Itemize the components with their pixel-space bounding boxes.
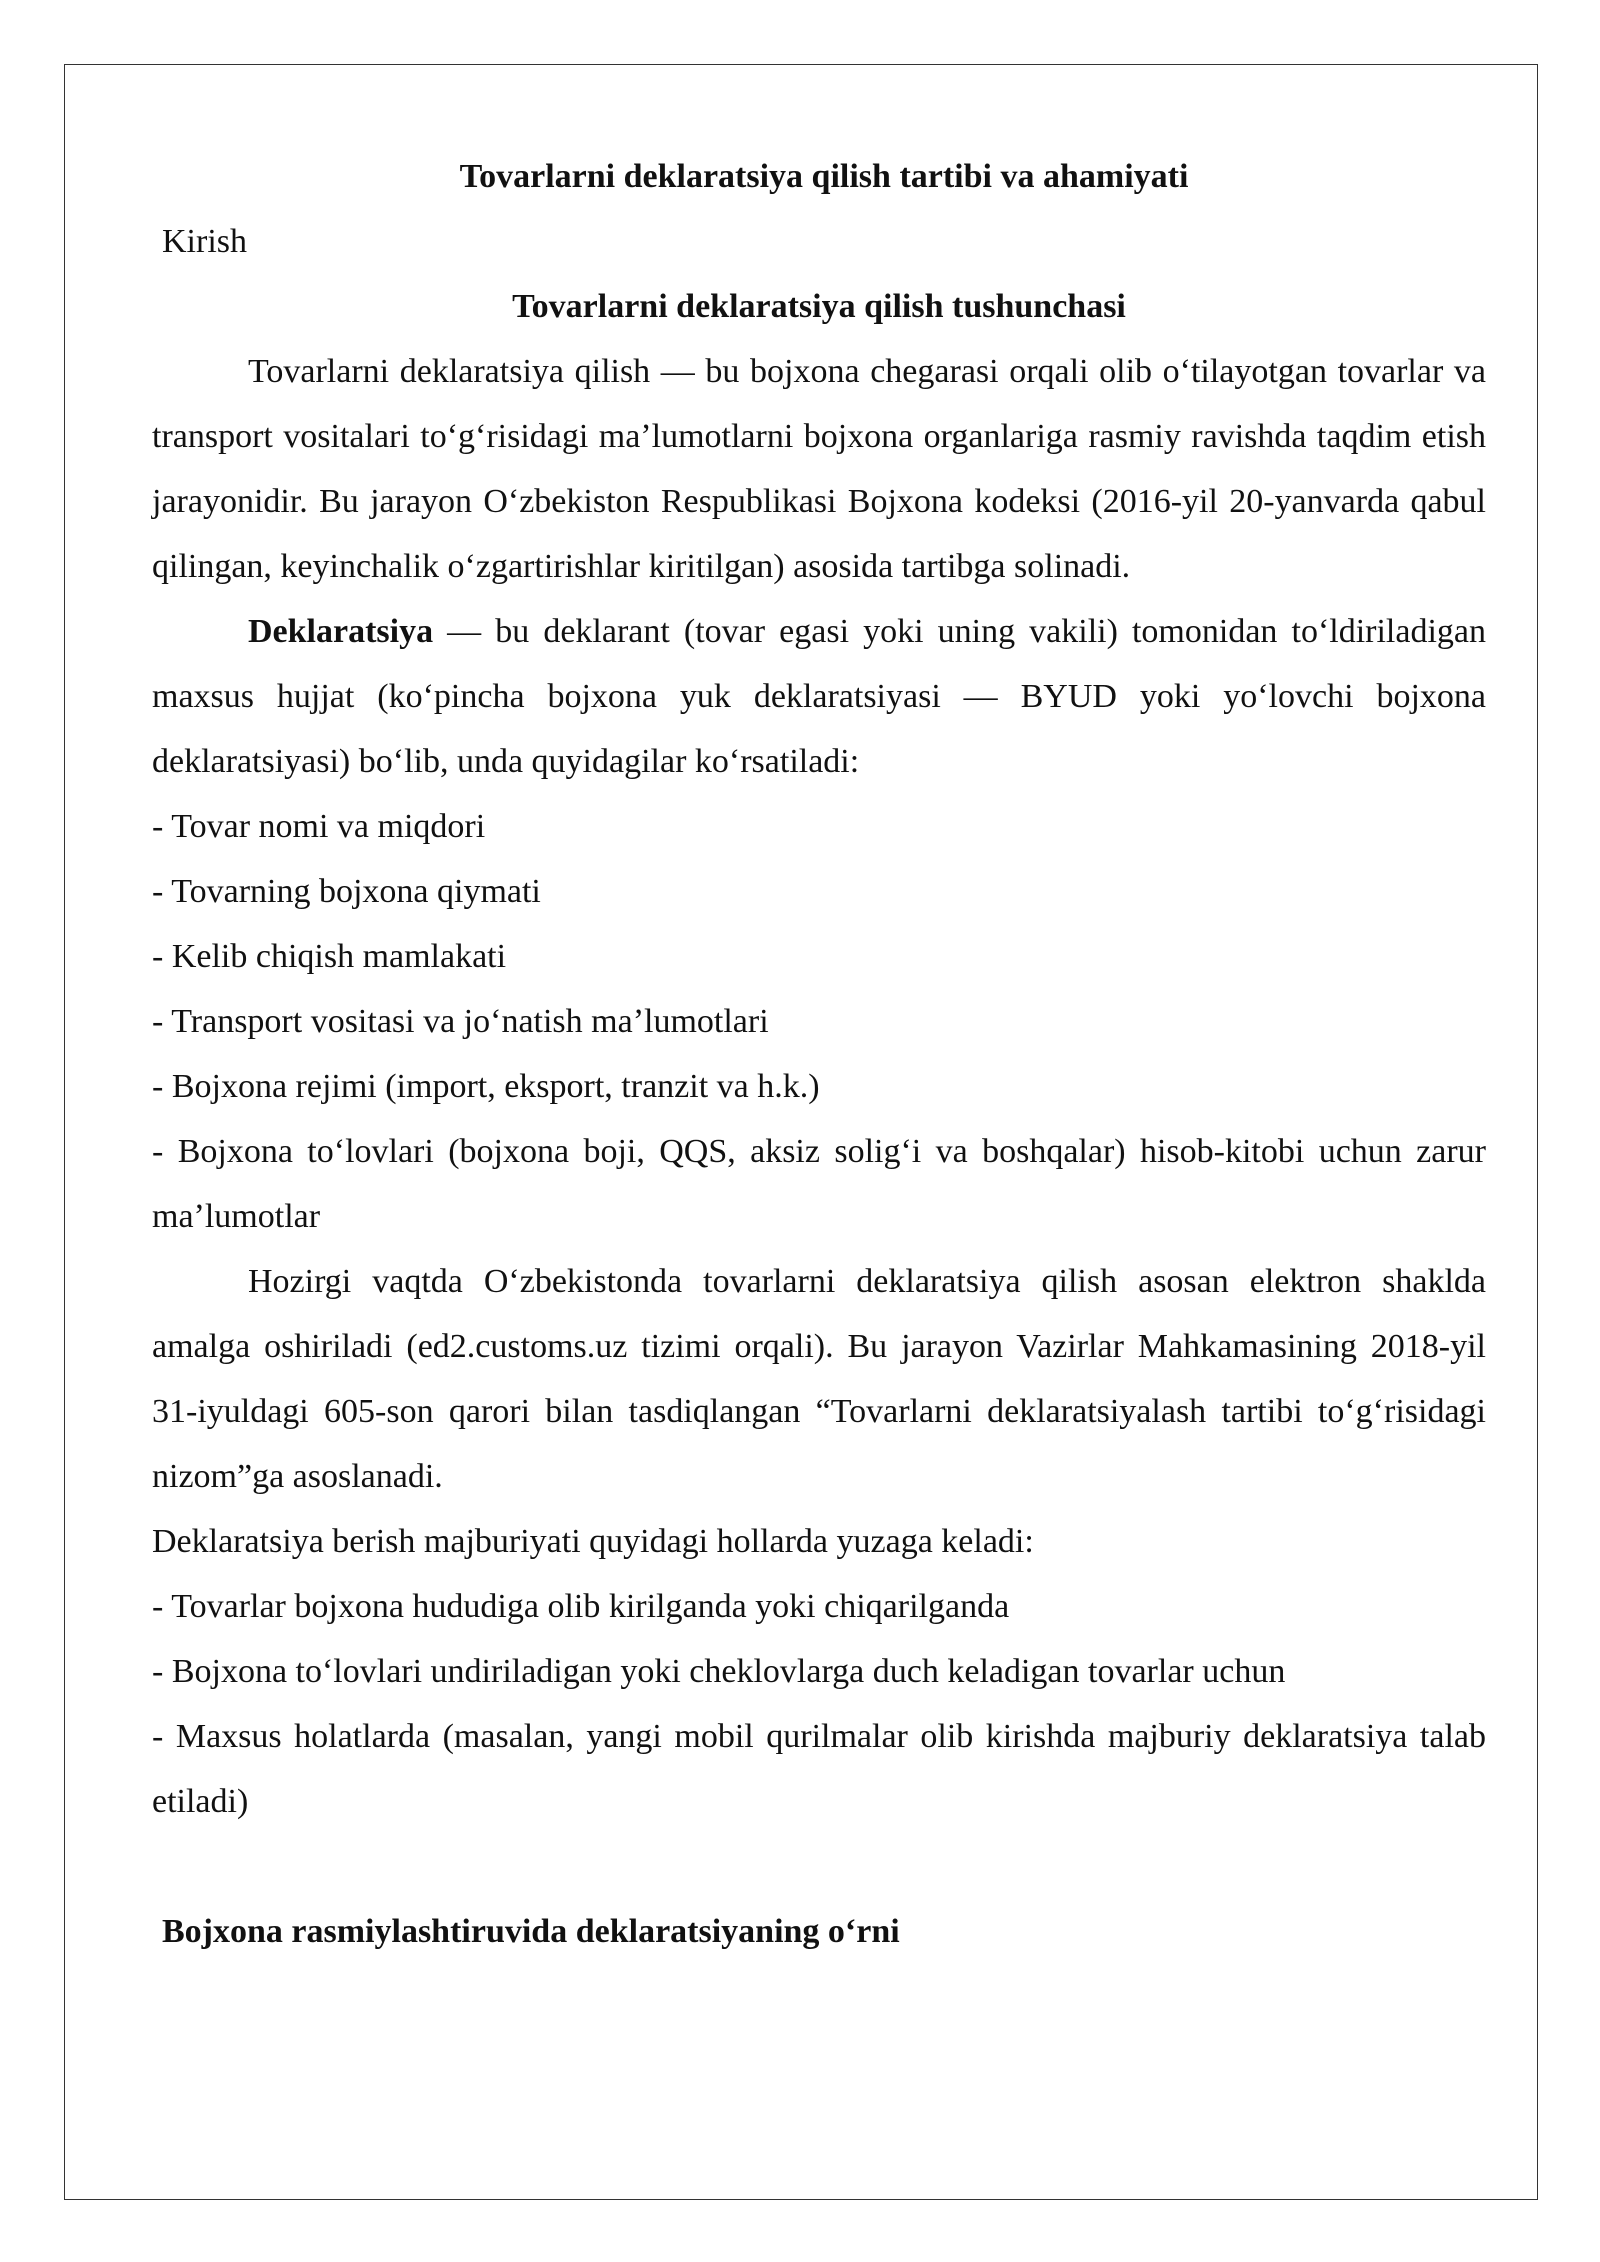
list-item: - Tovar nomi va miqdori <box>152 808 486 845</box>
list-item: - Bojxona toʻlovlari undiriladigan yoki cheklovlarga duch keladigan tovarlar uchun <box>152 1653 1286 1690</box>
list-item: - Maxsus holatlarda (masalan, yangi mobil qurilmalar olib kirishda majburiy deklaratsiya talab etiladi) <box>152 1718 1486 1820</box>
paragraph-electronic: Hozirgi vaqtda Oʻzbekistonda tovarlarni deklaratsiya qilish asosan elektron shaklda amalga oshiriladi (ed2.customs.uz tizimi orqali). Bu jarayon Vazirlar Mahkamasining 2018-yil 31-iyuldagi 605-son qarori bilan tasdiqlangan “Tovarlarni deklaratsiyalash tartibi toʻgʻrisidagi nizom”ga asoslanadi. <box>152 1263 1486 1495</box>
list-item: - Transport vositasi va joʻnatish maʼlumotlari <box>152 1003 769 1040</box>
declaration-term: Deklaratsiya <box>248 613 434 650</box>
obligation-cases-list <box>152 1574 1486 1834</box>
list-item: - Tovarlar bojxona hududiga olib kirilganda yoki chiqarilganda <box>152 1588 1010 1625</box>
blank-line <box>152 1834 1486 1899</box>
paragraph-obligation: Deklaratsiya berish majburiyati quyidagi hollarda yuzaga keladi: <box>152 1523 1034 1560</box>
paragraph-declaration <box>152 599 1486 794</box>
declaration-definition: — bu deklarant (tovar egasi yoki uning vakili) tomonidan toʻldiriladigan maxsus hujjat (koʻpincha bojxona yuk deklaratsiyasi — BYUD yoki yoʻlovchi bojxona deklaratsiyasi) boʻlib, unda quyidagilar koʻrsatiladi: <box>152 613 1486 780</box>
list-item: - Tovarning bojxona qiymati <box>152 873 541 910</box>
paragraph-definition: Tovarlarni deklaratsiya qilish — bu bojxona chegarasi orqali olib oʻtilayotgan tovarlar va transport vositalari toʻgʻrisidagi maʼlumotlarni bojxona organlariga rasmiy ravishda taqdim etish jarayonidir. Bu jarayon Oʻzbekiston Respublikasi Bojxona kodeksi (2016-yil 20-yanvarda qabul qilingan, keyinchalik oʻzgartirishlar kiritilgan) asosida tartibga solinadi. <box>152 353 1486 585</box>
intro-label: Kirish <box>162 223 247 260</box>
list-item: - Kelib chiqish mamlakati <box>152 938 507 975</box>
document-title: Tovarlarni deklaratsiya qilish tartibi va ahamiyati <box>459 158 1189 195</box>
list-item: - Bojxona toʻlovlari (bojxona boji, QQS, aksiz soligʻi va boshqalar) hisob-kitobi uchun zarur maʼlumotlar <box>152 1133 1486 1235</box>
section-heading-role: Bojxona rasmiylashtiruvida deklaratsiyaning oʻrni <box>162 1913 900 1950</box>
section-heading-concept: Tovarlarni deklaratsiya qilish tushunchasi <box>512 288 1126 325</box>
document-body <box>152 144 1486 1964</box>
declaration-contents-list <box>152 794 1486 1249</box>
list-item: - Bojxona rejimi (import, eksport, tranzit va h.k.) <box>152 1068 820 1105</box>
